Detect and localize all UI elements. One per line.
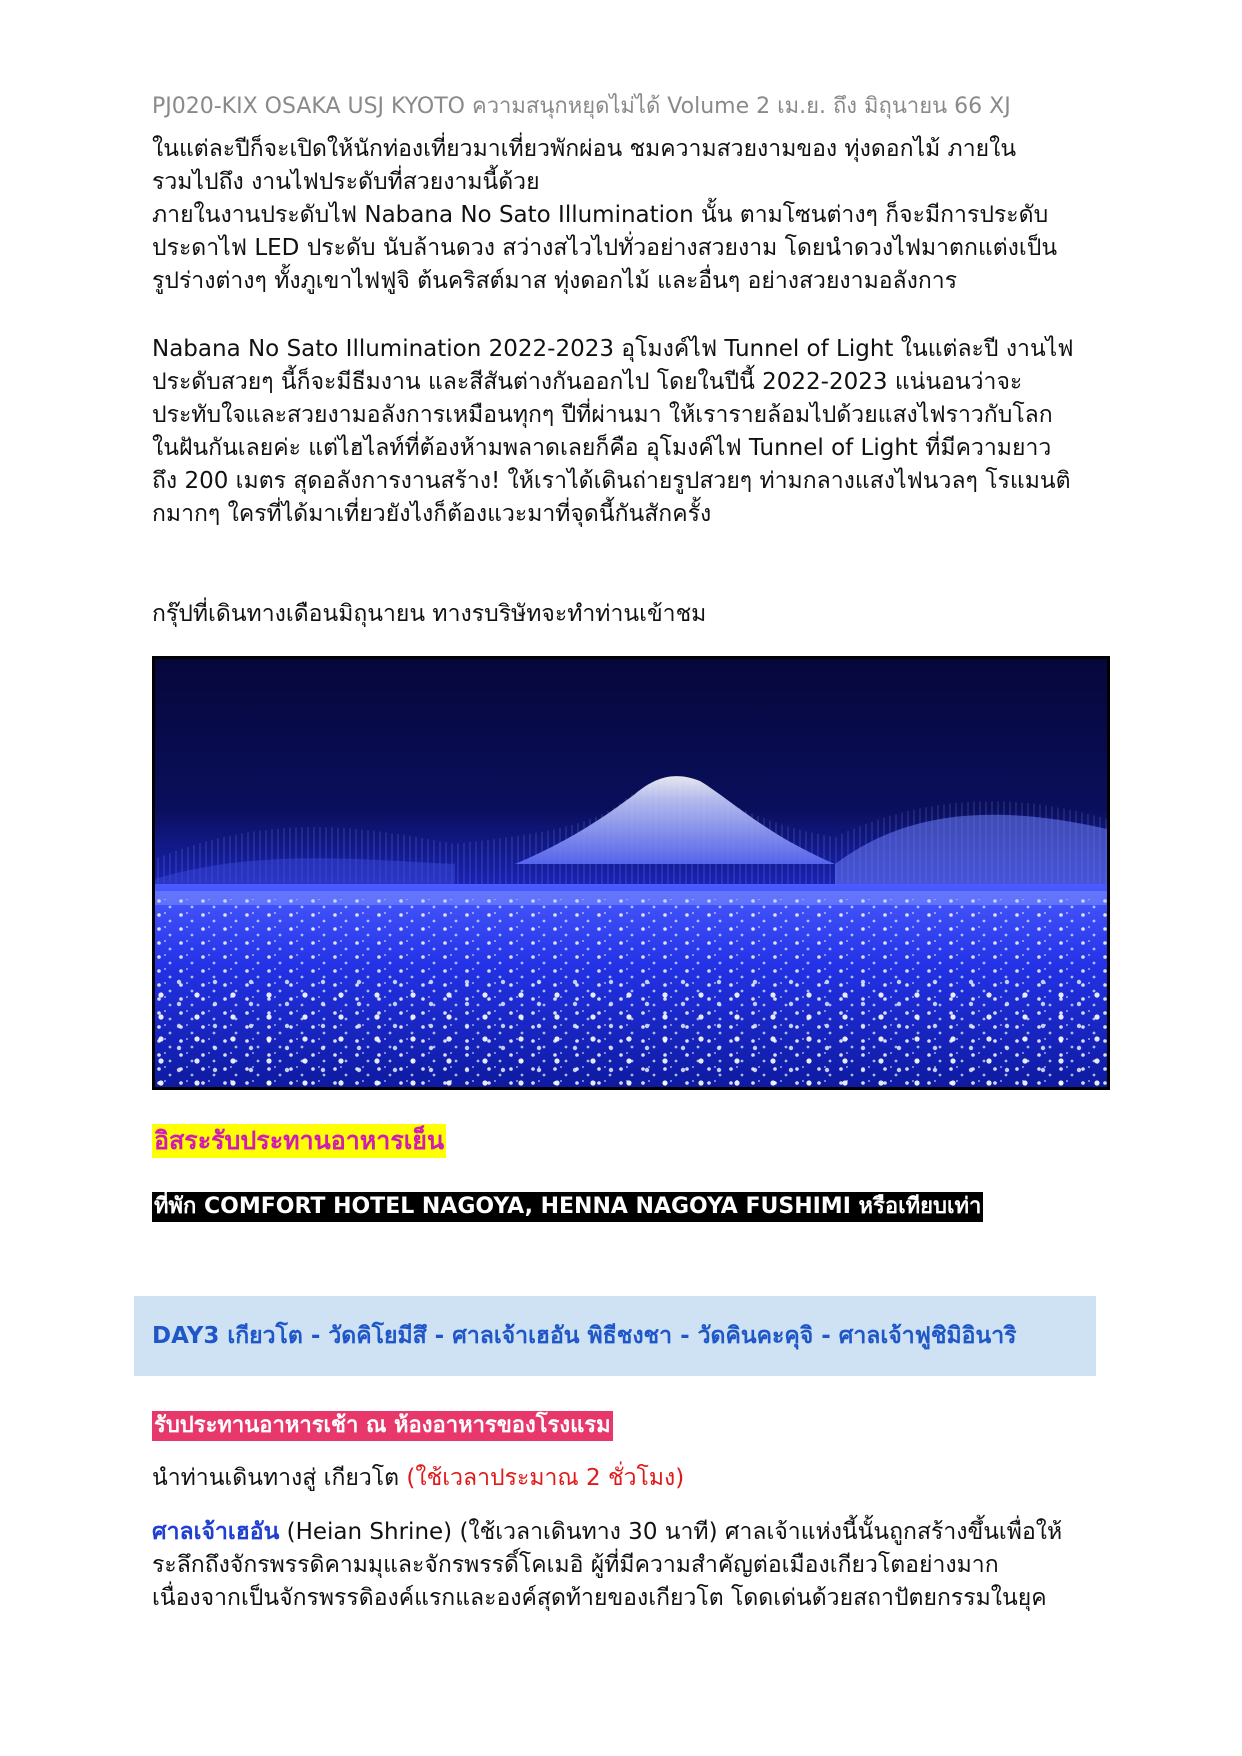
breakfast-label: รับประทานอาหารเช้า ณ ห้องอาหารของโรงแรม	[152, 1411, 613, 1441]
intro-line: ในแต่ละปีก็จะเปิดให้นักท่องเที่ยวมาเที่ยวพักผ่อน ชมความสวยงามของ ทุ่งดอกไม้ ภายใน	[152, 136, 1017, 162]
group-note: กรุ๊ปที่เดินทางเดือนมิถุนายน ทางรบริษัทจะทำท่านเข้าชม	[152, 601, 707, 627]
hotel-label: ที่พัก COMFORT HOTEL NAGOYA, HENNA NAGOYA FUSHIMI หรือเทียบเท่า	[152, 1192, 983, 1222]
heian-first-line: (Heian Shrine) (ใช้เวลาเดินทาง 30 นาที) ศาลเจ้าแห่งนี้นั้นถูกสร้างขึ้นเพื่อให้	[279, 1519, 1063, 1545]
tunnel-paragraph	[152, 333, 1112, 531]
travel-line	[152, 1462, 684, 1494]
tunnel-line: ประทับใจและสวยงามอลังการเหมือนทุกๆ ปีที่ผ่านมา ให้เรารายล้อมไปด้วยแสงไฟราวกับโลก	[152, 402, 1053, 428]
intro-line: ประดาไฟ LED ประดับ นับล้านดวง สว่างสไวไปทั่วอย่างสวยงาม โดยนำดวงไฟมาตกแต่งเป็น	[152, 235, 1058, 261]
tunnel-line: ถึง 200 เมตร สุดอลังการงานสร้าง! ให้เราได้เดินถ่ายรูปสวยๆ ท่ามกลางแสงไฟนวลๆ โรแมนติ	[152, 468, 1071, 494]
travel-time: (ใช้เวลาประมาณ 2 ชั่วโมง)	[406, 1465, 685, 1491]
heian-line: เนื่องจากเป็นจักรพรรดิองค์แรกและองค์สุดท้ายของเกียวโต โดดเด่นด้วยสถาปัตยกรรมในยุค	[152, 1585, 1047, 1611]
intro-line: ภายในงานประดับไฟ Nabana No Sato Illumination นั้น ตามโซนต่างๆ ก็จะมีการประดับ	[152, 202, 1049, 228]
heian-line: ระลึกถึงจักรพรรดิคามมุและจักรพรรดิ์โคเมอิ ผู้ที่มีความสำคัญต่อเมืองเกียวโตอย่างมาก	[152, 1552, 999, 1578]
tunnel-line: ประดับสวยๆ นี้ก็จะมีธีมงาน และสีสันต่างกันออกไป โดยในปีนี้ 2022-2023 แน่นอนว่าจะ	[152, 369, 1023, 395]
heian-shrine-name: ศาลเจ้าเฮอัน	[152, 1519, 280, 1545]
travel-text: นำท่านเดินทางสู่ เกียวโต	[152, 1465, 407, 1491]
illumination-image	[155, 659, 1107, 1087]
day3-title: DAY3 เกียวโต - วัดคิโยมีสึ - ศาลเจ้าเฮอัน พิธีชงชา - วัดคินคะคุจิ - ศาลเจ้าฟูชิมิอินาริ	[152, 1323, 1017, 1349]
tunnel-line: กมากๆ ใครที่ได้มาเที่ยวยังไงก็ต้องแวะมาที่จุดนี้กันสักครั้ง	[152, 501, 712, 527]
intro-paragraph	[152, 133, 1112, 298]
tunnel-line: Nabana No Sato Illumination 2022-2023 อุโมงค์ไฟ Tunnel of Light ในแต่ละปี งานไฟ	[152, 336, 1074, 362]
tunnel-line: ในฝันกันเลยค่ะ แต่ไฮไลท์ที่ต้องห้ามพลาดเลยก็คือ อุโมงค์ไฟ Tunnel of Light ที่มีความยาว	[152, 435, 1052, 461]
intro-line: รวมไปถึง งานไฟประดับที่สวยงามนี้ด้วย	[152, 169, 540, 195]
intro-line: รูปร่างต่างๆ ทั้งภูเขาไฟฟูจิ ต้นคริสต์มาส ทุ่งดอกไม้ และอื่นๆ อย่างสวยงามอลังการ	[152, 268, 958, 294]
heian-paragraph	[152, 1516, 1112, 1615]
day3-banner	[134, 1296, 1096, 1376]
dinner-label: อิสระรับประทานอาหารเย็น	[152, 1124, 446, 1158]
fuji-illumination-photo	[152, 656, 1110, 1090]
page-header: PJ020-KIX OSAKA USJ KYOTO ความสนุกหยุดไม่ได้ Volume 2 เม.ย. ถึง มิถุนายน 66 XJ	[152, 94, 1011, 119]
heian-line	[152, 1516, 1112, 1549]
